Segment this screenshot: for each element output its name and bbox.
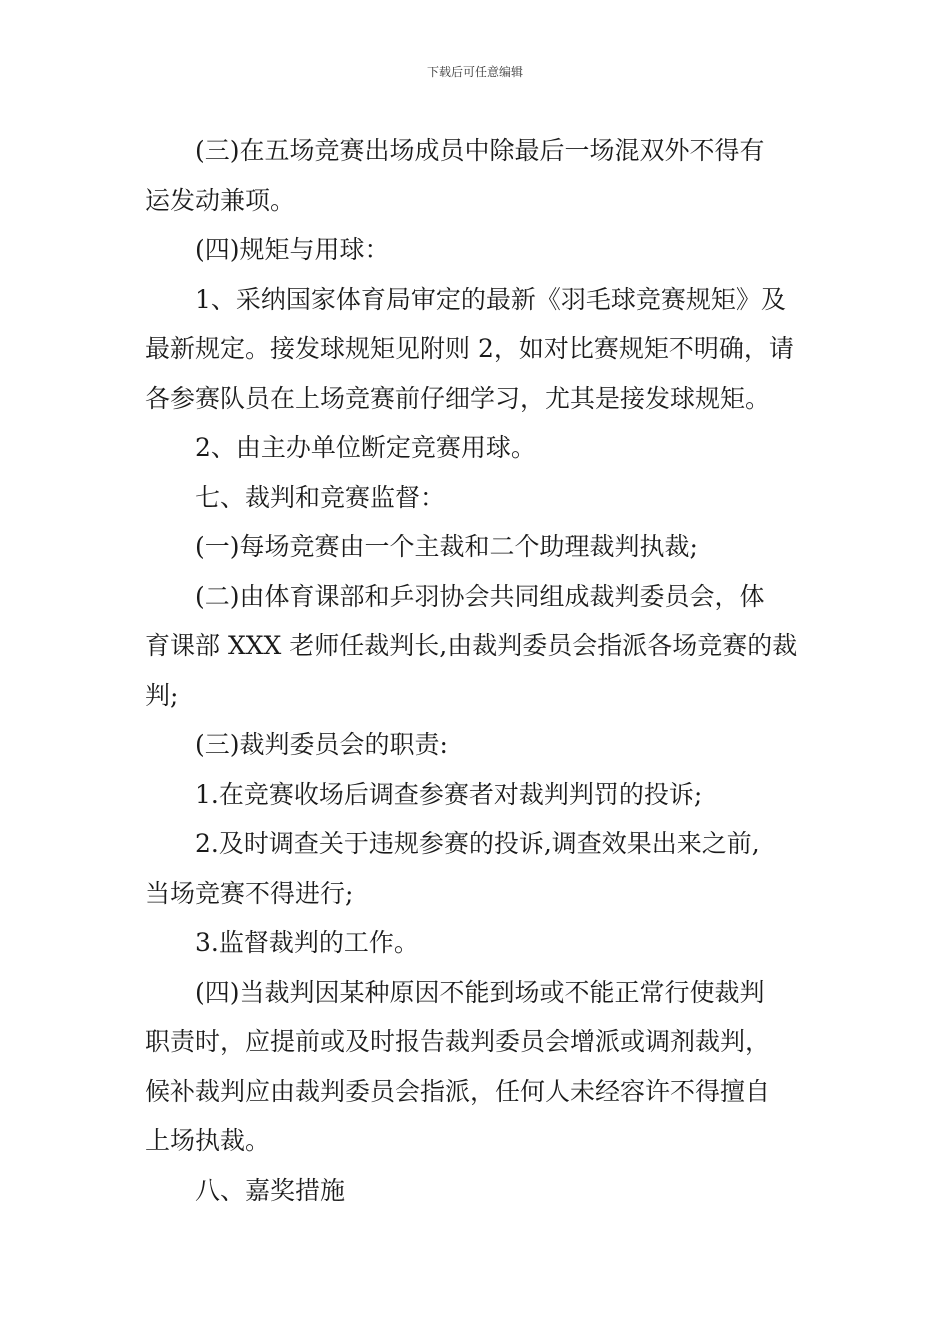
paragraph-committee-duties [145,720,815,770]
page-header: 下载后可任意编辑 [426,65,523,79]
paragraph-rules-1 [145,275,815,424]
text-line: 各参赛队员在上场竞赛前仔细学习，尤其是接发球规矩。 [145,383,771,413]
text-line: 七、裁判和竞赛监督： [195,482,446,512]
text-line: 1、采纳国家体育局审定的最新《羽毛球竞赛规矩》及 [195,284,786,314]
text-line: 1.在竞赛收场后调查参赛者对裁判判罚的投诉; [195,779,703,809]
text-line: 育课部 XXX 老师任裁判长,由裁判委员会指派各场竞赛的裁 [145,631,798,660]
text-line: 2、由主办单位断定竞赛用球。 [195,433,536,462]
section-heading-referee [145,473,815,523]
text-line: 3.监督裁判的工作。 [195,928,419,957]
text-line: 候补裁判应由裁判委员会指派，任何人未经容许不得擅自 [145,1076,771,1106]
paragraph-rules-heading [145,225,815,275]
text-line: (一)每场竞赛由一个主裁和二个助理裁判执裁; [195,532,698,561]
text-line: (四)当裁判因某种原因不能到场或不能正常行使裁判 [195,977,765,1007]
text-line: 职责时，应提前或及时报告裁判委员会增派或调剂裁判， [145,1027,771,1056]
text-line: 八、嘉奖措施 [195,1175,346,1205]
paragraph-duty-1 [145,770,815,820]
text-line: 运发动兼项。 [145,185,296,215]
paragraph-duty-2 [145,819,815,918]
paragraph-referee-4 [145,968,815,1166]
paragraph-referee-2 [145,572,815,721]
section-heading-awards [145,1166,815,1216]
paragraph-players-rule [145,126,815,225]
text-line: (三)裁判委员会的职责: [195,730,448,759]
text-line: (二)由体育课部和乒羽协会共同组成裁判委员会，体 [195,581,765,611]
paragraph-rules-2 [145,423,815,473]
text-line: (四)规矩与用球： [195,235,390,264]
text-line: 最新规定。接发球规矩见附则 2，如对比赛规矩不明确，请 [145,334,794,363]
text-line: 判; [145,680,179,710]
paragraph-duty-3 [145,918,815,968]
text-line: 当场竞赛不得进行; [145,878,354,908]
text-line: 2.及时调查关于违规参赛的投诉,调查效果出来之前, [195,829,760,858]
text-line: (三)在五场竞赛出场成员中除最后一场混双外不得有 [195,136,765,165]
paragraph-referee-1 [145,522,815,572]
text-line: 上场执裁。 [145,1126,271,1155]
document-body [145,126,815,1215]
